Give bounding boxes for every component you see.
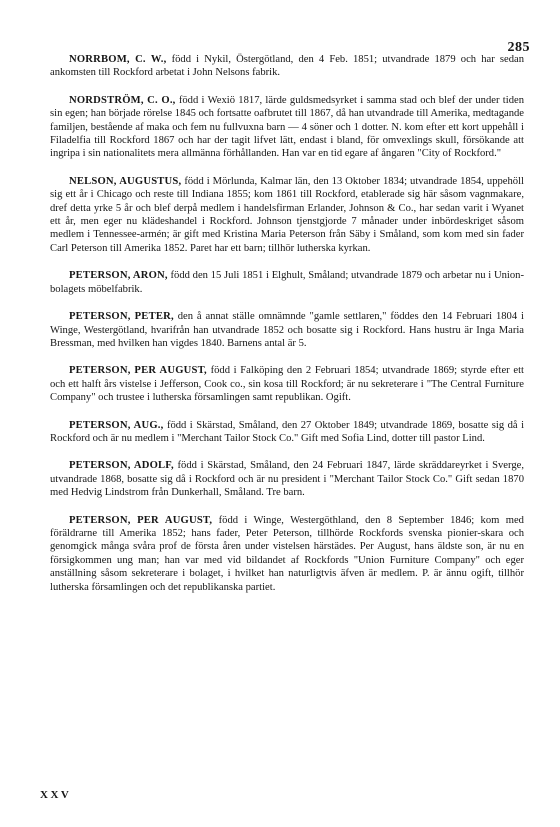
biography-entry [50,269,524,296]
biography-entry [50,310,524,350]
entry-text: den å annat ställe omnämnde "gamle settlaren," föddes den 14 Februari 1804 i Winge, Westergötland, hvarifrån han utvandrade 1852 och bosatte sig i Rockford. Hans hustru är Inga Maria Bressman, med hvilken han vigdes 1840. Barnens antal är 5. [50,311,524,349]
entry-name: PETERSON, ARON, [69,270,168,282]
biography-entry [50,419,524,446]
entry-text: född den 15 Juli 1851 i Elghult, Småland; utvandrade 1879 och arbetar nu i Union-bolagets möbelfabrik. [50,270,524,295]
biography-entry [50,53,524,80]
entry-text: född i Skärstad, Småland, den 27 Oktober 1849; utvandrade 1869, bosatte sig då i Rockford och är nu medlem i "Merchant Tailor Stock Co." Gift med Sofia Lind, dotter till pastor Lind. [50,419,525,444]
biography-entry [50,364,524,404]
entry-name: PETERSON, PER AUGUST, [69,514,213,526]
entry-name: PETERSON, ADOLF, [69,460,174,472]
page-number: 285 [507,40,530,55]
biography-entry [50,459,524,499]
entry-name: PETERSON, PETER, [69,311,174,323]
entry-text: född i Nykil, Östergötland, den 4 Feb. 1851; utvandrade 1879 och har sedan ankomsten till Rockford arbetat i John Nelsons fabrik. [50,54,524,79]
entry-text: född i Winge, Westergöthland, den 8 September 1846; kom med föräldrarne till Amerika 1852; hans fader, Peter Peterson, tillhörde Rockfords svenska pionier-skara och genomgick många svåra prof de första åren under vistelsen härstädes. Per August, hans äldste son, är nu en försigkommen ung man; han var med vid bildandet af Rockfords "Union Furniture Company" och eger anställning såsom sekreterare i bolaget, i hvilket han naturligtvis äfven är medlem. P. är ännu ogift, tillhör lutherska församlingen och det republikanska partiet. [50,514,524,593]
entry-text: född i Skärstad, Småland, den 24 Februari 1847, lärde skräddareyrket i Sverge, utvandrade 1868, bosatte sig då i Rockford och är nu president i "Merchant Tailor Stock Co." Gift sedan 1870 med Hedvig Lindstrom från Dunkerhall, Småland. Tre barn. [50,460,524,499]
entry-name: PETERSON, PER AUGUST, [69,365,207,377]
signature-mark: XXV [40,789,72,801]
entry-name: NORRBOM, C. W., [69,54,167,65]
entry-name: PETERSON, AUG., [69,419,164,431]
biography-entry [50,175,524,255]
entry-text: född i Wexiö 1817, lärde guldsmedsyrket i samma stad och blef der under tiden sin egen; han började rörelse 1845 och fortsatte oafbrutet till 1867, då han utvandrade till Amerika, medtagande familjen, bestående af maka och fem nu fullvuxna barn — 4 söner och 1 dotter. N. kom efter ett kort uppehåll i Filadelfia till Rockford 1867 och har der tagit lifvet lätt, endast i bland, för omvexlings skull, försökande att ingripa i sin nationalitets mera allmänna förhållanden. Han var en tid egare af ångaren "City of Rockford." [50,94,524,160]
entry-text: född i Mörlunda, Kalmar län, den 13 Oktober 1834; utvandrade 1854, uppehöll sig ett år i Chicago och reste till Indiana 1855; kom 1861 till Rockford, etablerade sig här såsom vagnmakare, dref detta yrke 5 år och blef derpå medlem i handelsfirman Erlander, Johnson & Co., har sedan varit i Wyanet ett år, men eger nu klädeshandel i Rockford. Johnson tjenstgjorde 7 månader under inbördeskriget såsom medlem i Tennessee-armén; är gift med Kristina Maria Peterson från Säby i Småland, som kom med sin fader Carl Peterson till Amerika 1852. Paret har ett barn; tillhör lutherska kyrkan. [50,175,524,254]
entry-name: NELSON, AUGUSTUS, [69,175,182,187]
entry-name: NORDSTRÖM, C. O., [69,94,176,106]
biography-entry [50,514,524,594]
entry-text: född i Falköping den 2 Februari 1854; utvandrade 1869; styrde efter ett och ett halft års vistelse i Jefferson, Cook co., sin kosa till Rockford; är nu sekreterare i "The Central Furniture Company" och trustee i lutherska församlingen samt republikan. Ogift. [50,365,524,404]
biography-entry [50,94,524,161]
biography-list [50,53,524,608]
